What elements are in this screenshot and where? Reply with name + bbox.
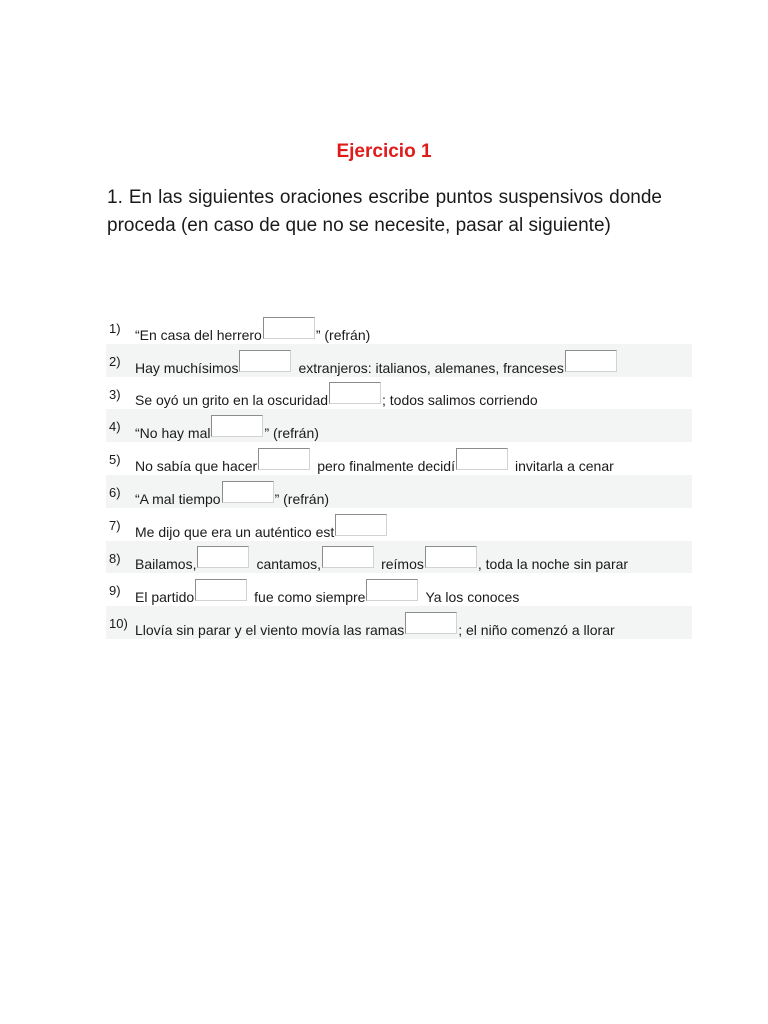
answer-box[interactable] — [258, 448, 310, 470]
answer-box[interactable] — [197, 546, 249, 568]
sentence-text: fue como siempre — [254, 589, 366, 606]
sentence-text: ” (refrán) — [274, 490, 330, 507]
item-sentence — [135, 415, 319, 441]
answer-box[interactable] — [195, 579, 247, 601]
instruction-note: (en caso de que no se necesite, pasar al siguiente) — [180, 215, 611, 236]
instruction-paragraph — [107, 184, 662, 240]
exercise-item-2 — [106, 344, 692, 377]
item-sentence — [135, 448, 614, 474]
exercise-item-7 — [106, 508, 692, 541]
sentence-text: pero finalmente decidí — [317, 457, 455, 474]
item-number: 4) — [109, 419, 121, 435]
item-sentence — [135, 481, 329, 507]
item-number: 3) — [109, 386, 121, 402]
answer-box[interactable] — [335, 514, 387, 536]
exercise-item-1 — [106, 311, 692, 344]
sentence-text: ; todos salimos corriendo — [382, 392, 538, 409]
sentence-text: Hay muchísimos — [135, 359, 239, 376]
item-sentence — [135, 514, 388, 540]
instruction-main-text: En las siguientes oraciones escribe puntos suspensivos donde proceda — [107, 187, 662, 236]
sentence-text: Me dijo que era un auténtico est — [135, 523, 335, 540]
item-number: 7) — [109, 517, 121, 533]
answer-box[interactable] — [222, 481, 274, 503]
sentence-text: “En casa del herrero — [135, 326, 262, 343]
exercise-item-9 — [106, 573, 692, 606]
answer-box[interactable] — [211, 415, 263, 437]
sentence-text: ; el niño comenzó a llorar — [458, 621, 615, 638]
item-number: 9) — [109, 583, 121, 599]
sentence-text: , toda la noche sin parar — [477, 556, 629, 573]
item-sentence — [135, 382, 538, 408]
item-sentence — [135, 317, 370, 343]
exercise-item-8 — [106, 541, 692, 574]
item-number: 1) — [109, 321, 121, 336]
exercise-item-4 — [106, 409, 692, 442]
exercise-item-6 — [106, 475, 692, 508]
instruction-number: 1. — [107, 187, 123, 208]
answer-box[interactable] — [329, 382, 381, 404]
sentence-text: invitarla a cenar — [514, 457, 614, 474]
sentence-text: Ya los conoces — [425, 589, 520, 606]
item-number: 5) — [109, 452, 121, 468]
sentence-text: Se oyó un grito en la oscuridad — [135, 392, 329, 409]
exercise-item-10 — [106, 606, 692, 639]
item-number: 2) — [109, 353, 121, 369]
sentence-text: ” (refrán) — [264, 425, 319, 442]
answer-box[interactable] — [405, 612, 457, 634]
item-sentence — [135, 546, 628, 572]
sentence-text: No sabía que hacer — [135, 457, 258, 474]
exercise-item-5 — [106, 442, 692, 475]
answer-box[interactable] — [239, 350, 291, 372]
exercise-item-3 — [106, 377, 692, 410]
item-number: 10) — [109, 616, 128, 632]
answer-box[interactable] — [425, 546, 477, 568]
sentence-text: “A mal tiempo — [135, 490, 221, 507]
answer-box[interactable] — [263, 317, 315, 339]
answer-box[interactable] — [456, 448, 508, 470]
answer-box[interactable] — [322, 546, 374, 568]
sentence-text: Llovía sin parar y el viento movía las ramas — [135, 621, 405, 638]
sentence-text: ” (refrán) — [315, 326, 371, 343]
item-sentence — [135, 350, 618, 376]
sentence-text: reímos — [381, 556, 424, 573]
sentence-text: El partido — [135, 589, 195, 606]
answer-box[interactable] — [366, 579, 418, 601]
sentence-text: “No hay mal — [135, 425, 211, 442]
item-sentence — [135, 612, 615, 638]
sentence-text: Bailamos, — [135, 556, 197, 573]
item-sentence — [135, 579, 519, 605]
sentence-text: extranjeros: italianos, alemanes, franceses — [298, 359, 564, 376]
item-number: 8) — [109, 550, 121, 566]
item-number: 6) — [109, 484, 121, 500]
exercise-list — [106, 311, 692, 639]
answer-box[interactable] — [565, 350, 617, 372]
sentence-text: cantamos, — [256, 556, 322, 573]
exercise-title: Ejercicio 1 — [336, 141, 432, 162]
